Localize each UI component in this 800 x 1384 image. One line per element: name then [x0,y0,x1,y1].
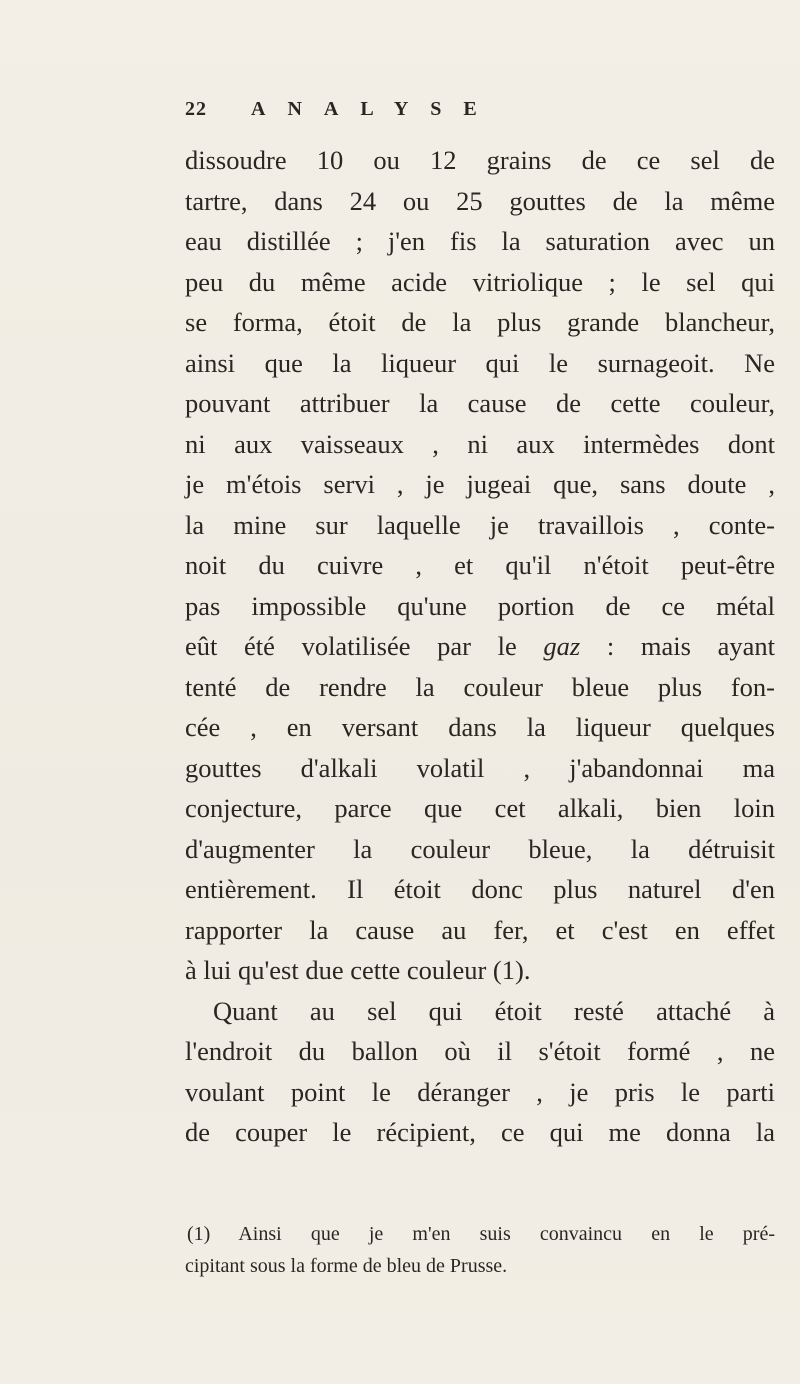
text-line: tenté de rendre la couleur bleue plus fon- [185,671,775,702]
footnote [185,1218,775,1282]
text-line: conjecture, parce que cet alkali, bien loin [185,793,775,823]
text-line: à lui qu'est due cette couleur (1). [185,955,531,985]
running-head [185,98,645,121]
text-segment: : mais ayant [580,631,775,661]
text-line: ni aux vaisseaux , ni aux intermèdes dont [185,428,775,459]
text-line: pouvant attribuer la cause de cette couleur, [185,388,775,418]
page-number: 22 [185,98,207,120]
running-title: ANALYSE [251,98,499,120]
text-segment: eût été volatilisée par le [185,631,517,661]
text-line: pas impossible qu'une portion de ce métal [185,590,775,621]
footnote-line: (1) Ainsi que je m'en suis convaincu en le pré- [187,1223,775,1245]
text-line: peu du même acide vitriolique ; le sel qui [185,266,775,297]
text-line: d'augmenter la couleur bleue, la détruisit [185,833,775,864]
italic-word: gaz [543,631,581,661]
text-line: se forma, étoit de la plus grande blancheur, [185,307,775,337]
text-line: noit du cuivre , et qu'il n'étoit peut-être [185,550,775,580]
text-line-with-italic [185,626,775,667]
text-line: cée , en versant dans la liqueur quelques [185,712,775,742]
text-line: entièrement. Il étoit donc plus naturel d'en [185,874,775,904]
body-text [185,140,775,1153]
text-line: voulant point le déranger , je pris le parti [185,1076,775,1107]
text-line: ainsi que la liqueur qui le surnageoit. Ne [185,347,775,378]
text-line: de couper le récipient, ce qui me donna la [185,1117,775,1147]
text-line: tartre, dans 24 ou 25 gouttes de la même [185,185,775,216]
text-line: Quant au sel qui étoit resté attaché à [213,995,775,1026]
text-line: eau distillée ; j'en fis la saturation avec un [185,226,775,256]
footnote-line: cipitant sous la forme de bleu de Prusse. [185,1255,508,1277]
text-line: la mine sur laquelle je travaillois , conte- [185,509,775,540]
text-line: je m'étois servi , je jugeai que, sans doute , [185,469,775,499]
text-line: dissoudre 10 ou 12 grains de ce sel de [185,145,775,175]
text-line: rapporter la cause au fer, et c'est en effet [185,914,775,945]
text-line: gouttes d'alkali volatil , j'abandonnai ma [185,752,775,783]
text-line: l'endroit du ballon où il s'étoit formé , ne [185,1036,775,1066]
